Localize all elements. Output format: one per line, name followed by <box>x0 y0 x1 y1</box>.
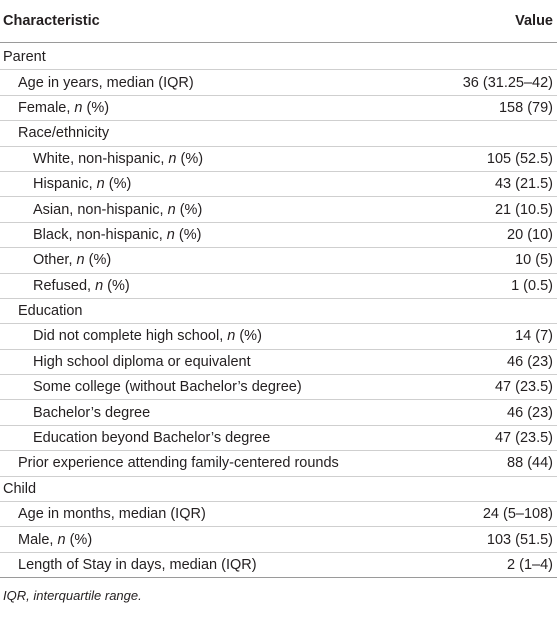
row-label <box>0 171 410 196</box>
table-row <box>0 248 557 273</box>
row-value: 46 (23) <box>507 404 553 421</box>
table-row <box>0 273 557 298</box>
row-label: Age in years, median (IQR) <box>18 74 194 91</box>
table-row <box>0 527 557 552</box>
row-value: 20 (10) <box>507 226 553 243</box>
row-label-suffix: (%) <box>235 328 262 345</box>
row-label <box>0 222 410 247</box>
row-label <box>0 527 410 552</box>
row-label-suffix: (%) <box>103 277 130 294</box>
table-row <box>0 349 557 374</box>
row-label: Bachelor’s degree <box>33 404 151 421</box>
n-symbol: n <box>96 176 105 193</box>
row-value: 36 (31.25–42) <box>462 74 553 91</box>
section-row-parent <box>0 43 557 70</box>
row-value: 47 (23.5) <box>494 379 553 396</box>
n-symbol: n <box>167 201 176 218</box>
table-row <box>0 197 557 222</box>
table-header <box>0 0 557 43</box>
row-label <box>0 95 410 120</box>
table-row <box>0 502 557 527</box>
row-value: 47 (23.5) <box>494 430 553 447</box>
row-label: Length of Stay in days, median (IQR) <box>18 557 257 573</box>
table-footnote: IQR, interquartile range. <box>3 588 142 604</box>
row-label-text: Hispanic, <box>33 176 97 193</box>
row-label: Prior experience attending family-centered rounds <box>18 455 339 472</box>
row-label-text: Refused, <box>33 277 96 294</box>
row-value <box>410 43 557 70</box>
n-symbol: n <box>168 150 177 167</box>
table-row <box>0 375 557 400</box>
column-header-characteristic: Characteristic <box>0 0 410 43</box>
row-label-suffix: (%) <box>65 531 93 548</box>
row-label-text: Male, <box>18 531 58 548</box>
n-symbol: n <box>74 99 83 116</box>
row-label-text: Female, <box>18 99 75 116</box>
row-label: Race/ethnicity <box>18 125 110 142</box>
row-label-text: Other, <box>33 252 77 269</box>
table-body <box>0 43 557 578</box>
row-label-text: White, non-hispanic, <box>33 150 169 167</box>
row-value: 2 (1–4) <box>507 557 553 573</box>
row-value: 158 (79) <box>498 99 553 116</box>
row-value: 43 (21.5) <box>494 176 553 193</box>
row-value: 46 (23) <box>507 353 553 370</box>
row-label-text: Black, non-hispanic, <box>33 226 167 243</box>
header-row <box>0 0 557 43</box>
row-value: 105 (52.5) <box>486 150 553 167</box>
n-symbol: n <box>227 328 236 345</box>
row-label: Parent <box>3 49 46 66</box>
row-value: 21 (10.5) <box>494 201 553 218</box>
row-value: 10 (5) <box>515 252 553 269</box>
row-label-suffix: (%) <box>175 201 203 218</box>
row-value: 1 (0.5) <box>511 277 553 294</box>
subsection-row-race-ethnicity <box>0 121 557 146</box>
n-symbol: n <box>95 277 104 294</box>
column-header-value: Value <box>410 0 557 43</box>
n-symbol: n <box>76 252 85 269</box>
table-row <box>0 552 557 577</box>
row-label: Education beyond Bachelor’s degree <box>33 430 271 447</box>
row-label-suffix: (%) <box>82 99 110 116</box>
table-row <box>0 451 557 476</box>
row-label <box>0 197 410 222</box>
table-row <box>0 324 557 349</box>
row-label <box>0 248 410 273</box>
row-label-suffix: (%) <box>104 176 132 193</box>
row-label: Education <box>18 303 83 320</box>
row-label-suffix: (%) <box>176 150 204 167</box>
table-row <box>0 95 557 120</box>
table-row <box>0 425 557 450</box>
row-value: 88 (44) <box>507 455 553 472</box>
row-value <box>410 121 557 146</box>
row-label <box>0 273 410 298</box>
n-symbol: n <box>57 531 66 548</box>
row-value: 14 (7) <box>515 328 553 345</box>
row-value <box>410 298 557 323</box>
subsection-row-education <box>0 298 557 323</box>
row-label-suffix: (%) <box>174 226 202 243</box>
row-label: Some college (without Bachelor’s degree) <box>33 379 302 396</box>
row-value <box>410 476 557 501</box>
table-row <box>0 222 557 247</box>
section-row-child <box>0 476 557 501</box>
row-label: Child <box>3 480 37 497</box>
table-row <box>0 70 557 95</box>
row-label: High school diploma or equivalent <box>33 353 251 370</box>
row-value: 103 (51.5) <box>486 531 553 548</box>
row-label-suffix: (%) <box>84 252 112 269</box>
row-label-text: Did not complete high school, <box>33 328 228 345</box>
n-symbol: n <box>166 226 175 243</box>
table-row <box>0 400 557 425</box>
table-row <box>0 171 557 196</box>
row-label <box>0 146 410 171</box>
row-value: 24 (5–108) <box>482 506 553 523</box>
row-label-text: Asian, non-hispanic, <box>33 201 168 218</box>
row-label <box>0 324 410 349</box>
table-row <box>0 146 557 171</box>
row-label: Age in months, median (IQR) <box>18 506 206 523</box>
